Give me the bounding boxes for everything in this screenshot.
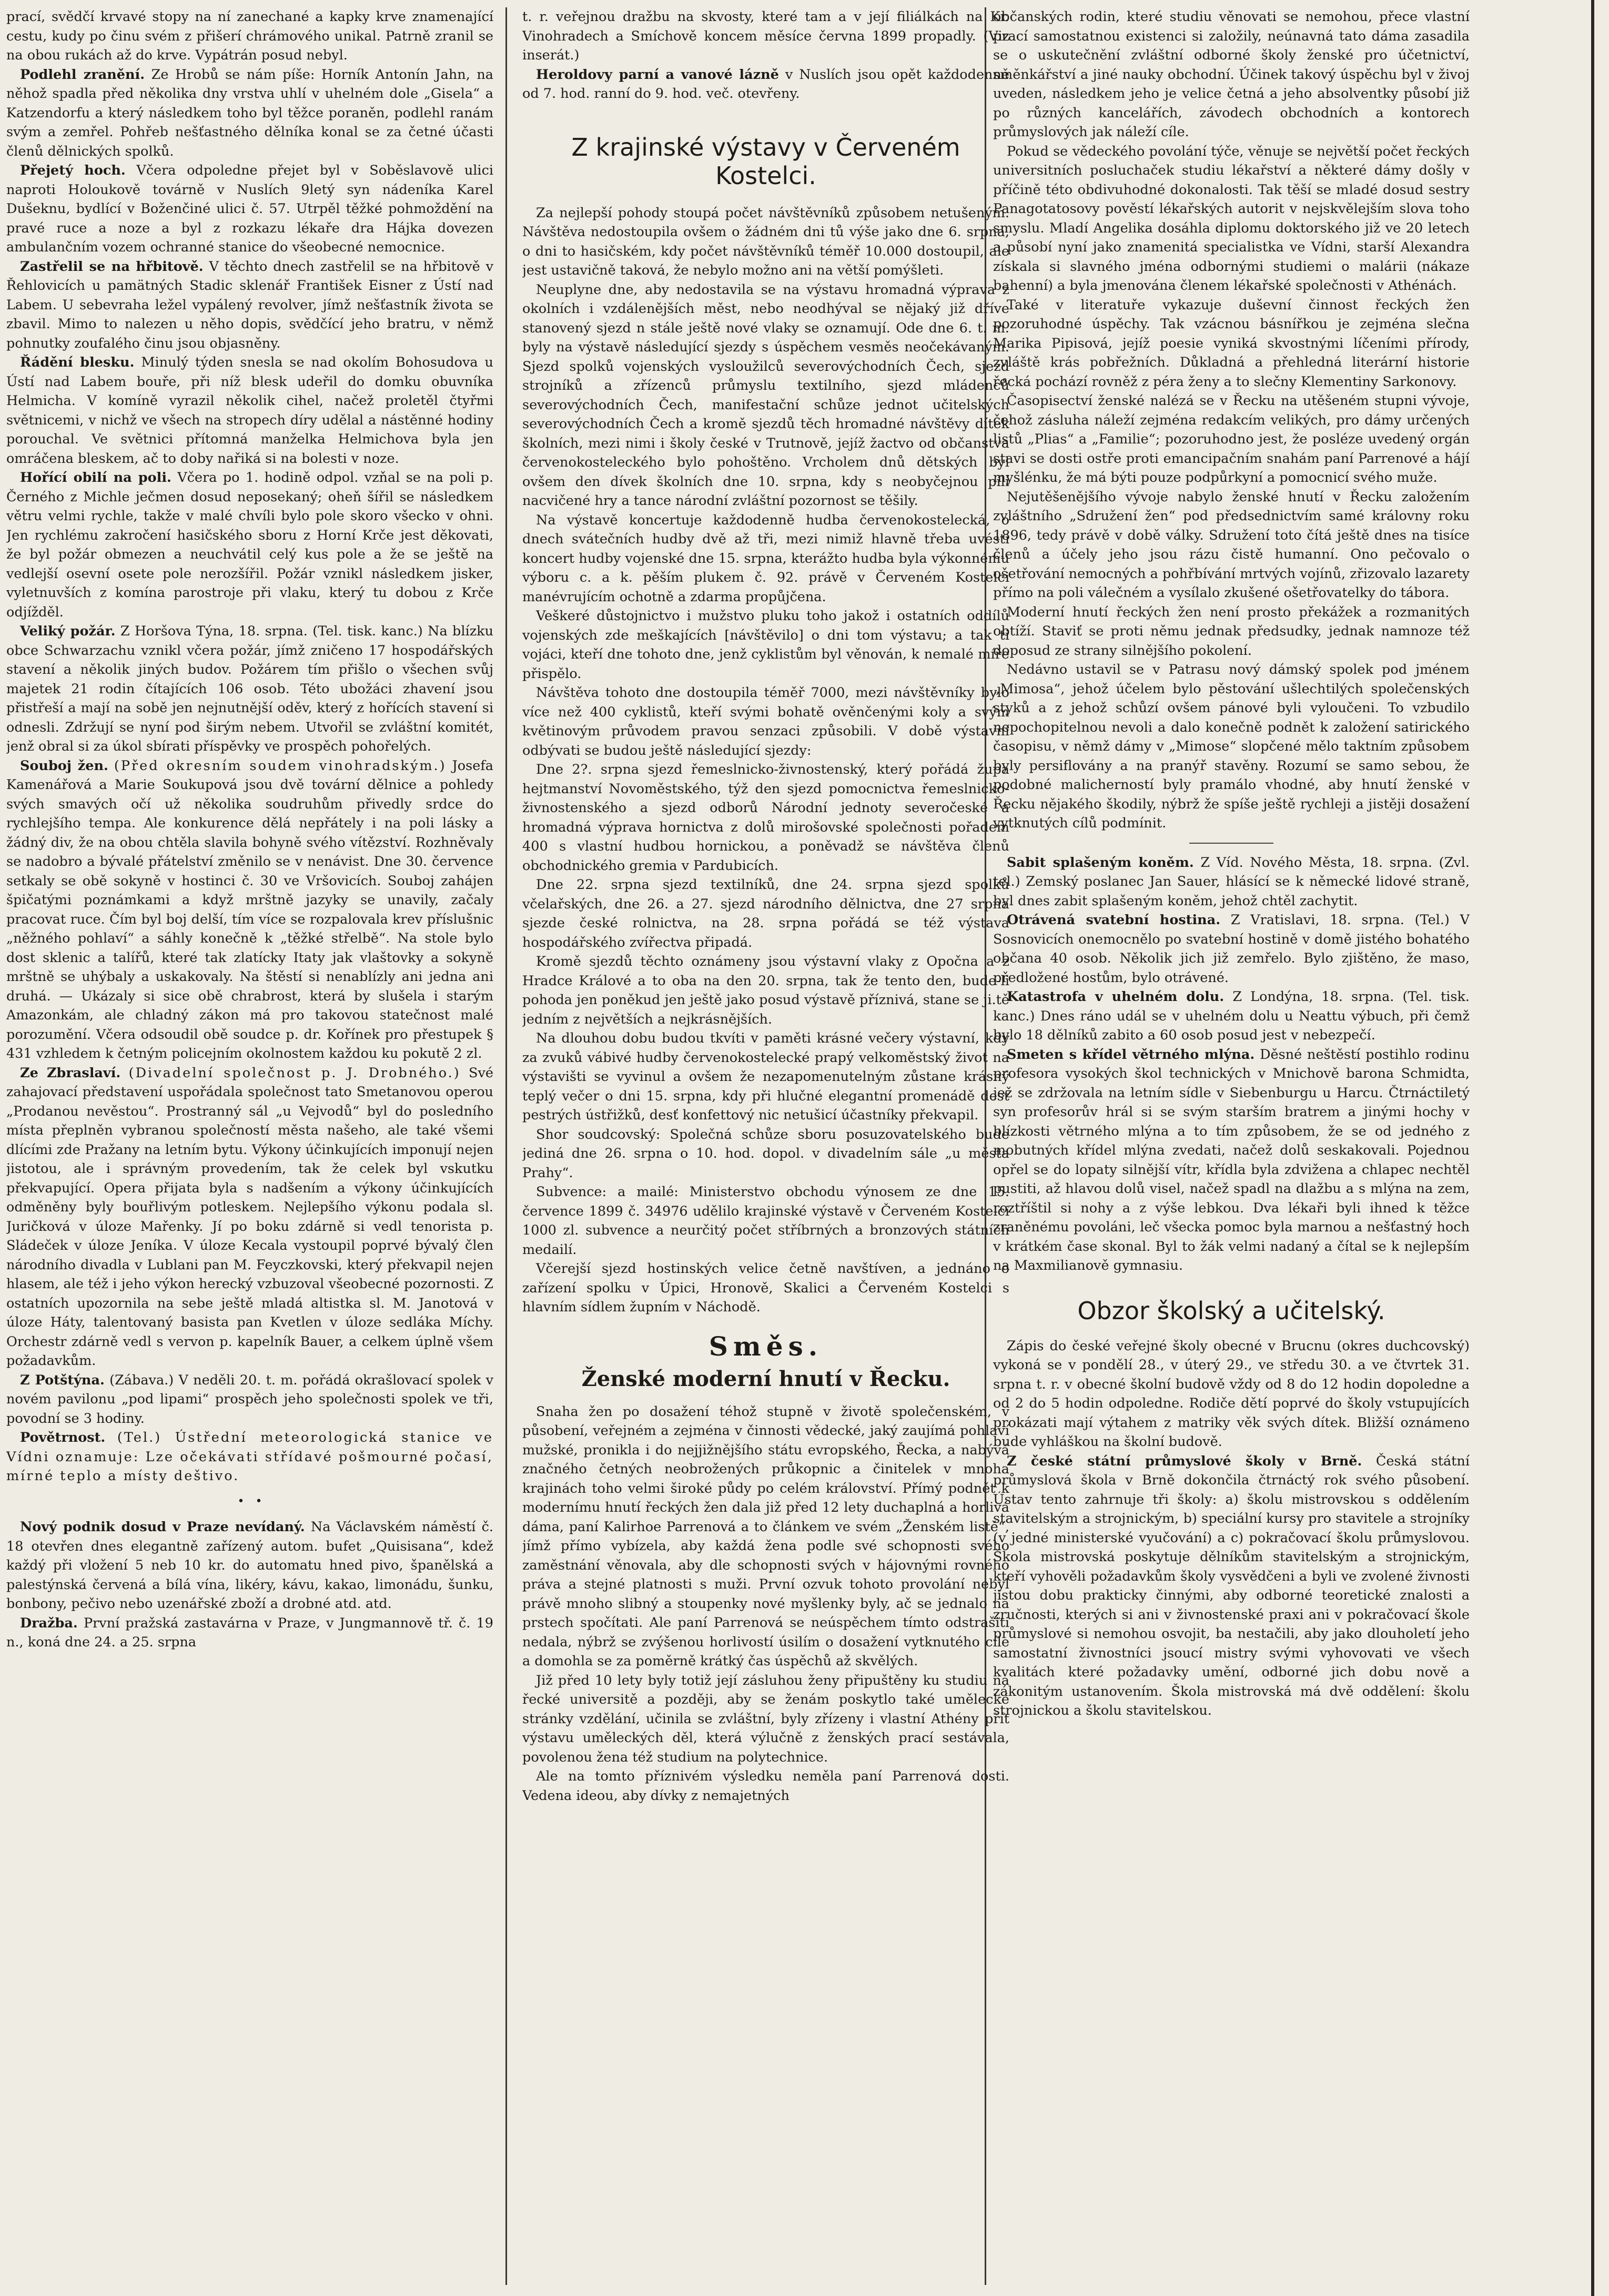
paragraph: Ale na tomto příznivém výsledku neměla paní Parrenová dosti. Vedena ideou, aby dívky z nemajetných: [522, 1768, 1009, 1804]
article-continuation: prací, svědčí krvavé stopy na ní zanechané a kapky krve znamenající cestu, kudy po činu svém z přišerí chrámového unikal. Patrně zranil se na obou rukách až do krve. Vypátrán posud nebyl.: [6, 9, 493, 63]
column-2: [522, 7, 1009, 2290]
paragraph: Nedávno ustavil se v Patrasu nový dámský spolek pod jménem „Mimosa“, jehož účelem bylo pěstování ušlechtilých společenských styků a z jehož schůzí ovšem pánové byli vyloučeni. To vzbudilo nepochopitelnou nevoli a dalo konečně podnět k založení satirického časopisu, v němž dámy v „Mimose“ slopčené mělo taktním způsobem byly persiflovány a na pranýř stavěny. Rozumí se samo sebou, že podobné malicherností byly pramálo vhodné, aby hnutí ženské v Řecku nějakého škodily, nýbrž že spíše ještě rychleji a jistěji dosažení vytknutých cílů podmínit.: [993, 662, 1470, 831]
news-item-title: Z Potštýna.: [20, 1372, 105, 1388]
news-item-title: Smeten s křídel větrného mlýna.: [1007, 1046, 1255, 1063]
news-item-title: Zastřelil se na hřbitově.: [20, 258, 204, 275]
news-item-text: V těchto dnech zastřelil se na hřbitově v Řehlovicích u pamätných Stadic sklenář František Eisner z Ústí nad Labem. U sebevraha ležel vypálený revolver, jímž nešťastník života se zbavil. Mimo to nalezen u něho dopis, svědčící jeho bratru, v němž pohnutky zoufalého činu jsou objasněny.: [6, 258, 493, 351]
paragraph: Návštěva tohoto dne dostoupila téměř 7000, mezi návštěvníky bylo více než 400 cyklistů, kteří svými bohatě ověnčenými koly a svým květinovým průvodem pravou senzaci způsobili. V době výstavní odbývati se budou ještě následující sjezdy:: [522, 685, 1009, 758]
news-item-text: Josefa Kamenářová a Marie Soukupová jsou dvě tovární dělnice a pohledy svých smavých očí už několika soudruhům přivedly srdce do rychlejšího tempa. Ale konkurence dělá nepřátely i na poli lásky a žádný div, že na obou chtěla slavila bohyně svého vítězství. Rozhněvaly se nadobro a bývalé přátelství změnilo se v nenávist. Dne 30. července setkaly se obě sokyně v hostinci č. 30 ve Vršovicích. Souboj zahájen špičatými poznámkami a když mrštně jazyky se unavily, začaly pracovat ruce. Čím byl boj delší, tím více se rozpalovala krev příslušnic „něžného pohlaví“ a sáhly konečně k „těžké střelbě“. Na stole bylo dost sklenic a talířů, které tak zlatícky Itaty jak vlaštovky a sokyně mrštně se uhýbaly a uskakovaly. Na štěstí si nenablízly ani jedna ani druhá. — Ukázaly si sice obě chrabrost, která by slušela i starým Amazonkám, ale chladný zákon má pro takovou statečnost malé porozumění. Včera odsoudil obě soudce p. dr. Kořínek pro přestupek § 431 vzhledem k četným policejním okolnostem každou ku pokutě 2 zl.: [6, 757, 493, 1061]
news-item-title: Řádění blesku.: [20, 355, 135, 370]
news-item: [6, 1064, 493, 1371]
paragraph: Dne 22. srpna sjezd textilníků, dne 24. srpna sjezd spolků včelařských, dne 26. a 27. sjezd národního dělnictva, dne 27 srpna sjezde české rolnictva, na 28. srpna pořádá se též výstava hospodářského zvířectva připadá.: [522, 877, 1009, 950]
news-item-title: Dražba.: [20, 1615, 78, 1631]
news-item-title: Z české státní průmyslové školy v Brně.: [1007, 1453, 1362, 1469]
paragraph: Za nejlepší pohody stoupá počet návštěvníků způsobem netušeným. Návštěva nedostoupila ovšem o žádném dni tů výše jako dne 6. srpna, o dni to hasičském, kdy počet návštěvníků téměř 10.000 dostoupil, ale jest ustavičně taková, že nebylo možno ani na větší pomýšleti.: [522, 205, 1009, 278]
news-item: [6, 1371, 493, 1429]
news-item: [6, 161, 493, 257]
news-item-text: Včera odpoledne přejet byl v Soběslavově ulici naproti Holoukově továrně v Nuslích 9letý syn nádeníka Karel Dušeknu, bydlící v Boženčiné ulici č. 57. Utrpěl těžké pohmoždění na pravé ruce a noze a byl z rozkazu lékaře dra Hájka dovezen ambulančním vozem ochranné stanice do všeobecné nemocnice.: [6, 163, 493, 255]
news-item-title: Přejetý hoch.: [20, 163, 126, 178]
paragraph: Také v literatuře vykazuje duševní činnost řeckých žen pozoruhodné úspěchy. Tak vzácnou básnířkou je zejména slečna Marika Pipisová, jejíž poesie vyniká skvostnými líčeními přírody, zvláště krás pobřežních. Důkladná a přehledná literární historie řecká pochází rovněž z péra ženy a to slečny Klementiny Sarkonovy.: [993, 297, 1470, 390]
news-item: [6, 1518, 493, 1614]
paragraph: Na dlouhou dobu budou tkvíti v paměti krásné večery výstavní, kdy za zvuků vábivé hudby červenokostelecké prapý velkoměstský život na výstavišti se vyvinul a ovšem že nezapomenutelným zůstane krásný teplý večer o dni 15. srpna, kdy při hlučné elegantní promenádě dest pestrých ústřižků, desť konfettový nic netušicí účastníky překvapil.: [522, 1030, 1009, 1123]
news-item-text: Na Václavském náměstí č. 18 otevřen dnes elegantně zařízený autom. bufet „Quisisana“, kdež každý při vložení 5 neb 10 kr. do automatu hned pivo, španělská a palestýnská červená a bílá vína, likéry, kávu, kakao, limonádu, šunku, bonbony, pečivo nebo uzenářské zboží a drobné atd. atd.: [6, 1519, 493, 1612]
news-item-subtitle: (Divadelní společnost p. J. Drobného.): [128, 1065, 461, 1081]
news-item-text: Z Londýna, 18. srpna. (Tel. tisk. kanc.) Dnes ráno udál se v uhelném dolu u Neattu výbuch, při čemž bylo 18 dělníků zabito a 60 osob posud jest v nebezpečí.: [993, 989, 1470, 1043]
paragraph: Nejutěšenějšího vývoje nabylo ženské hnutí v Řecku založením zvláštního „Sdružení žen“ pod předsednictvím samé královny roku 1896, tedy právě v době války. Sdružení toto čítá ještě dnes na tisíce členů a účely jeho jsou rázu čistě humanní. Ono pečovalo o ošetřování nemocných a pohřbívání mrtvých vojínů, zřizovalo lazarety přímo na poli válečném a vysílalo zkušené ošetřovatelky do tábora.: [993, 489, 1470, 601]
paragraph: Shor soudcovský: Společná schůze sboru posuzovatelského bude jediná dne 26. srpna o 10. hod. dopol. v divadelním sále „u města Prahy“.: [522, 1126, 1009, 1181]
paragraph: Subvence: a mailé: Ministerstvo obchodu výnosem ze dne 15. července 1899 č. 34976 udělilo krajinské výstavě v Červeném Kostelci 1000 zl. subvence a neurčitý počet stříbrných a bronzových státních medailí.: [522, 1184, 1009, 1258]
news-item: [6, 353, 493, 468]
news-item: [993, 853, 1470, 911]
paragraph: Snaha žen po dosažení téhož stupně v životě společenském, v působení, veřejném a zejména v činnosti vědecké, jaký zaujímá pohlaví mužské, pronikla i do nejjižnějšího státu evropského, Řecka, a nabývá značného četných neobrožených průkopnic a činitelek v mnoha krajinách toho velmi široké půdy po celém království. Přímý podnět k modernímu hnutí řeckých žen dala již před 12 lety duchaplná a horlivá dáma, paní Kalirhoe Parrenová a to článkem ve svém „Ženském listě“, jímž přímo vybízela, aby každá žena podle své schopnosti svého zaměstnání věnovala, aby dle schopnosti svých v hájovnými rovného práva a stejné platnosti s muži. První ozvuk tohoto provolání nebyl právě mnoho slibný a stoupenky nové myšlenky byly, ač se jednalo na prstech spočítati. Ale paní Parrenová se neúspěchem tímto odstrašiti nedala, nýbrž se zvýšenou horlivostí úsilím o dosažení vytknutého cíle a domohla se za poměrně krátký čas úspěchů až skvělých.: [522, 1403, 1009, 1669]
news-item: [993, 1045, 1470, 1276]
paragraph: Neuplyne dne, aby nedostavila se na výstavu hromadná výprava z okolních i vzdálenějších měst, nebo neodhýval se nějaký již dříve stanovený sjezd n stále ještě nové vlaky se oznamují. Ode dne 6. t. m. byly na výstavě následující sjezdy s úspěchem vesměs neočekávaným. Sjezd spolků vojenských vysloužilců severovýchodních Čech, sjezd strojníků a zřízenců průmyslu textilního, sjezd mládenců severovýchodních Čech, manifestační schůze jednot učitelských severovýchodních Čech a kromě sjezdů těch hromadné návštěvy dítek školních, mezi nimi i školy české v Trutnově, jejíž žactvo od občanstva červenokosteleckého bylo pohoštěno. Vrcholem dnů dětských byl ovšem den dívek školních dne 10. srpna, kdy s neobyčejnou pílí nacvičené hry a tance národní zvláštní pozornost se těšily.: [522, 281, 1009, 509]
paragraph: Pokud se vědeckého povolání týče, věnuje se největší počet řeckých universitních posluchaček studiu lékařství a některé dámy došly v příčině této obdivuhodné dokonalosti. Tak těší se mladé dosud sestry Panagotatosovy pověstí lékařských autorit v nejskvělejším slova toho smyslu. Mladí Angelika dosáhla diplomu doktorského již ve 20 letech a působí nyní jako znamenitá specialistka ve Vídni, starší Alexandra získala si slavného jména odbornými studiemi o malárii (nákaze bahenní) a byla jmenována členem lékařské společnosti v Athénách.: [993, 143, 1470, 294]
news-item: [993, 911, 1470, 987]
news-item-title: Hořící obilí na poli.: [20, 470, 171, 486]
news-item-text: Z Horšova Týna, 18. srpna. (Tel. tisk. kanc.) Na blízku obce Schwarzachu vznikl včera požár, jímž zničeno 17 hospodářských stavení a několik jiných budov. Požárem tím přišlo o všechen svůj majetek 21 rodin čítajících 106 osob. Této ubožáci zhavení jsou přistřeší a mají na sobě jen nejnutnější oděv, který z hořících stavení si odnesli. Zdržují se nyní pod širým nebem. Utvořil se zvláštní komitét, jenž obral si za úkol sbírati příspěvky ve prospěch pohořelých.: [6, 623, 493, 754]
news-item-text: Včera po 1. hodině odpol. vzňal se na poli p. Černého z Michle ječmen dosud neposekaný; oheň šířil se následkem větru velmi rychle, takže v malé chvíli bylo pole skoro všecko v ohni. Jen rychlému zakročení hasičského sboru z Horní Krče jest děkovati, že byl požár obmezen a neuchvátil celý kus pole a že se ještě na vedlejší osevní osete pole nerozšířil. Požár vznikl následkem jisker, vyletnuvších z komína parostroje při vlaku, který tu dobou z Krče odjížděl.: [6, 470, 493, 620]
news-item: [6, 1428, 493, 1486]
news-item-text: Z Vratislavi, 18. srpna. (Tel.) V Sosnovicích onemocnělo po svatební hostině v domě jistého bohatého občana 40 osob. Několik jich již zemřelo. Bylo zjištěno, že maso, předložené hostům, bylo otrávené.: [993, 912, 1470, 986]
paragraph: Včerejší sjezd hostinských velice četně navštíven, a jednáno o zařízení spolku v Úpici, Hronově, Skalici a Červeném Kostelci s hlavním sídlem župním v Náchodě.: [522, 1261, 1009, 1315]
news-item-title: Povětrnost.: [20, 1430, 106, 1445]
page-edge-line: [1591, 0, 1594, 2296]
news-item-title: Sabit splašeným koněm.: [1007, 854, 1194, 871]
article-continuation: t. r. veřejnou dražbu na skvosty, které tam a v její filiálkách na Kr. Vinohradech a Smíchově koncem měsíce června 1899 propadly. (Viz inserát.): [522, 9, 1009, 63]
news-item-title: Otrávená svatební hostina.: [1007, 912, 1221, 928]
news-item: [6, 622, 493, 756]
paragraph: Moderní hnutí řeckých žen není prosto překážek a rozmanitých obtíží. Staviť se proti němu jednak předsudky, jednak namnoze též doposud ze strany silnějšího pokolení.: [993, 604, 1470, 659]
advertisement: [522, 65, 1009, 104]
news-item-title: Souboj žen.: [20, 757, 108, 774]
separator-dots: • •: [237, 1494, 262, 1508]
paragraph: Dne 2?. srpna sjezd řemeslnicko-živnostenský, který pořádá župa hejtmanství Novoměstského, týž den sjezd pomocnictva řemeslnicko-živnostenského a sjezd odborů Národní jednoty severočeské a hromadná výprava hornictva z dolů mirošovské společnosti pořadem 400 s vlastní hudbou hornickou, a poněvadž se návštěva členů obchodnického gremia v Pardubicích.: [522, 762, 1009, 874]
section-title-smes: Směs.: [709, 1330, 823, 1362]
news-item: [993, 987, 1470, 1045]
news-item-subtitle: (Před okresním soudem vinohradským.): [114, 757, 447, 774]
column-1: [6, 7, 493, 2290]
news-item: [6, 756, 493, 1064]
article-continuation: občanských rodin, které studiu věnovati se nemohou, přece vlastní prací samostatnou existenci si založily, neúnavná tato dáma zasadila se o uskutečnění zvláštní odborné školy ženské pro účetnictví, směnkářství a jiné nauky obchodní. Účinek takový úspěchu byl v živoj uveden, následkem jeho je velice četná a jeho absolventky působí již po různých kancelářích, závodech obchodních a kontorech průmyslových jak náleží cíle.: [993, 9, 1470, 140]
news-item-text: Ze Hrobů se nám píše: Horník Antonín Jahn, na něhož spadla před několika dny vrstva uhlí v uhelném dole „Gisela“ a Katzendorfu a který následkem toho byl těžce poraněn, podlehl ranám svým a zemřel. Pohřeb nešťastného dělníka konal se za četné účasti členů dělnických spolků.: [6, 66, 493, 159]
separator-line: [1189, 843, 1273, 844]
section-heading: Z krajinské výstavy v Červeném Kostelci.: [571, 133, 960, 190]
news-item: [6, 257, 493, 353]
paragraph: Na výstavě koncertuje každodenně hudba červenokostelecká, o dnech svátečních hudby dvě až tři, mezi nimiž hlavně třeba uvésti koncert hudby vojenské dne 15. srpna, kterážto hudba byla výkonnému výboru c. a k. pěším plukem č. 92. právě v Červeném Kostelci manévrujícím ochotně a zdarma propůjčena.: [522, 512, 1009, 605]
news-item-text: První pražská zastavárna v Praze, v Jungmannově tř. č. 19 n., koná dne 24. a 25. srpna: [6, 1615, 493, 1650]
news-item: [6, 468, 493, 622]
news-item-title: Podlehl zranění.: [20, 66, 145, 83]
advertisement-title: Heroldovy parní a vanové lázně: [536, 66, 779, 83]
paragraph: Kromě sjezdů těchto oznámeny jsou výstavní vlaky z Opočna a z Hradce Králové a to oba na den 20. srpna, tak že tento den, bude-li pohoda jen poněkud jen ještě jako posud výstavě příznivá, stane se ji.tě jedním z největších a nejkrásnějších.: [522, 954, 1009, 1027]
news-item-text: (Zábava.) V neděli 20. t. m. pořádá okrašlovací spolek v novém pavilonu „pod lipami“ prospěch jeho společnosti spolek ve tři, povodní se 3 hodiny.: [6, 1372, 493, 1427]
news-item: [6, 65, 493, 161]
column-3: [993, 7, 1470, 2290]
column-rule: [505, 7, 507, 2285]
news-item-title: Ze Zbraslaví.: [20, 1065, 121, 1081]
news-item: [993, 1452, 1470, 1721]
news-item-title: Veliký požár.: [20, 623, 116, 639]
paragraph: Již před 10 lety byly totiž její zásluhou ženy připuštěny ku studiu na řecké universitě a později, aby se ženám poskytlo také umělecké stránky vzdělání, učinila se zvláštní, byly zřízeny i vlastní Athény přít výstavu uměleckých děl, která výlučně z ženských prací sestávala, povolenou žena též studium na polytechnice.: [522, 1672, 1009, 1765]
paragraph: Časopisectví ženské nalézá se v Řecku na utěšeném stupni vývoje, čehož zásluha náleží zejména redakcím velikých, pro dámy určených listů „Plias“ a „Familie“; pozoruhodno jest, že posléze uvedený orgán stavi se dosti ostře proti emancipačním snahám paní Parrenové a hájí myšlénku, že má býti pouze podpůrkyní a pomocnicí svého muže.: [993, 393, 1470, 486]
news-item-text: Děsné neštěstí postihlo rodinu profesora vysokých škol technických v Mnichově barona Schmidta, jež se zdržovala na letním sídle v Siebenburgu u Harcu. Čtrnáctiletý syn profesorův hrál si se svým starším bratrem a jinými hochy v blízkosti větrného mlýna a to tím způsobem, že se od jedného z mobutných křídel mlýna zvedati, načež dolů seskakovali. Pojednou opřel se do lopaty silnější vítr, křídla byla zdvižena a chlapec nechtěl pustiti, až hlavou dolů visel, načež spadl na dlažbu a s mlýna na zem, roztříštil si nohy a z výše lebkou. Dva lékaři byli ihned k těžce zraněnému povoláni, leč všecka pomoc byla marnou a nešťastný hoch v krátkém čase skonal. Byl to žák velmi nadaný a čítal se k nejlepším na Maxmilianově gymnasiu.: [993, 1046, 1470, 1273]
article-heading: Ženské moderní hnutí v Řecku.: [581, 1366, 950, 1391]
news-item-title: Katastrofa v uhelném dolu.: [1007, 989, 1225, 1005]
section-heading: Obzor školský a učitelský.: [1077, 1296, 1385, 1325]
news-item-title: Nový podnik dosud v Praze nevídaný.: [20, 1519, 305, 1535]
news-item-text: Své zahajovací představení uspořádala společnost tato Smetanovou operou „Prodanou nevěstou“. Prostranný sál „u Vejvodů“ byl do posledního místa přeplněn vybranou společností města našeho, ale také všemi dlícími zde Pražany na letním bytu. Výkony účinkujících imponují nejen jistotou, ale i správným provedením, tak že celek byl vskutku překvapující. Opera přijata byla s nadšením a výkony účinkujících odměněny byly bouřlivým potleskem. Nejlepšího výkonu podala sl. Juričková v úloze Mařenky. Jí po boku zdárně si vedl tenorista p. Sládeček v úloze Jeníka. V úloze Kecala vystoupil poprvé bývalý člen národního divadla v Lublani pan M. Feyczkovski, který překvapil nejen hlasem, ale též i jeho výkon herecký vzbuzoval všeobecné pozornosti. Z ostatních upozornila na sebe ještě mladá altistka sl. M. Janotová v úloze Háty, talentovaný basista pan Kvetlen v úloze sedláka Míchy. Orchestr zdárně vedl s vervon p. kapelník Bauer, a celkem úplně všem požadavkům.: [6, 1065, 493, 1369]
news-item: [6, 1614, 493, 1652]
paragraph: Zápis do české veřejné školy obecné v Brucnu (okres duchcovský) vykoná se v pondělí 28., v úterý 29., ve středu 30. a ve čtvrtek 31. srpna t. r. v obecné školní budově vždy od 8 do 12 hodin dopoledne a od 2 do 5 hodin odpoledne. Rodiče dětí poprvé do školy vstupujících prokázati mají výtahem z matriky věk svých dítek. Bližší oznámeno bude vyhláškou na školní budově.: [993, 1338, 1470, 1450]
advertisement-text: v Nuslích jsou opět každodenně od 7. hod. ranní do 9. hod. več. otevřeny.: [522, 66, 1009, 102]
news-item-text: (Tel.) Ústřední meteorologická stanice ve Vídni oznamuje: Lze očekávati střídavé pošmourné počasí, mírné teplo a místy deštivo.: [6, 1430, 493, 1484]
news-item-text: Česká státní průmyslová škola v Brně dokončila čtrnáctý rok svého působení. Ústav tento zahrnuje tři školy: a) školu mistrovskou s oddělením stavitelským a strojnickým, b) speciální kursy pro stavitele a strojníky (v jedné ministerské vyučování) a c) pokračovací školu průmyslovou. Škola mistrovská poskytuje dělníkům stavitelským a strojnickým, kteří vyhověli požadavkům školy vysvědčeni a byli ve zvolené živnosti jistou dobu prakticky činnými, aby odborné teoretické znalosti a zručnosti, kterých si ani v živnostenské praxi ani v pokračovací škole průmyslové si nemohou osvojit, ba nestačili, aby jako dlouholetí jeho samostatní živnostníci jsoucí mistry svými vyhovovati ve všech kvalitách které požadavky umění, odborné jich dobu nově a zákonitým ustanovením. Škola mistrovská má dvě oddělení: školu strojnickou a školu stavitelskou.: [993, 1453, 1470, 1718]
paragraph: Veškeré důstojnictvo i mužstvo pluku toho jakož i ostatních oddílů vojenských zde meškajících [návštěvilo] o dni tom výstavu; a tak ti vojáci, kteří dne tohoto dne, jenž cyklistům byl věnován, k nemalé míře přispělo.: [522, 608, 1009, 682]
news-item-text: Minulý týden snesla se nad okolím Bohosudova u Ústí nad Labem bouře, při níž blesk udeřil do domku obuvníka Helmicha. V komíně vyrazil několik cihel, načež proletěl čtyřmi světnicemi, v nichž ve všech na stropech díry udělal a nástěnné hodiny porouchal. Ve světnici přítomná manželka Helmichova byla jen omráčena bleskem, ač to doby nařiká si na bolesti v noze.: [6, 355, 493, 467]
news-item-text: Z Víd. Nového Města, 18. srpna. (Zvl. tel.) Zemský poslanec Jan Sauer, hlásící se k německé lidové straně, byl dnes zabit splašeným koněm, jehož chtěl zachytit.: [993, 854, 1470, 909]
